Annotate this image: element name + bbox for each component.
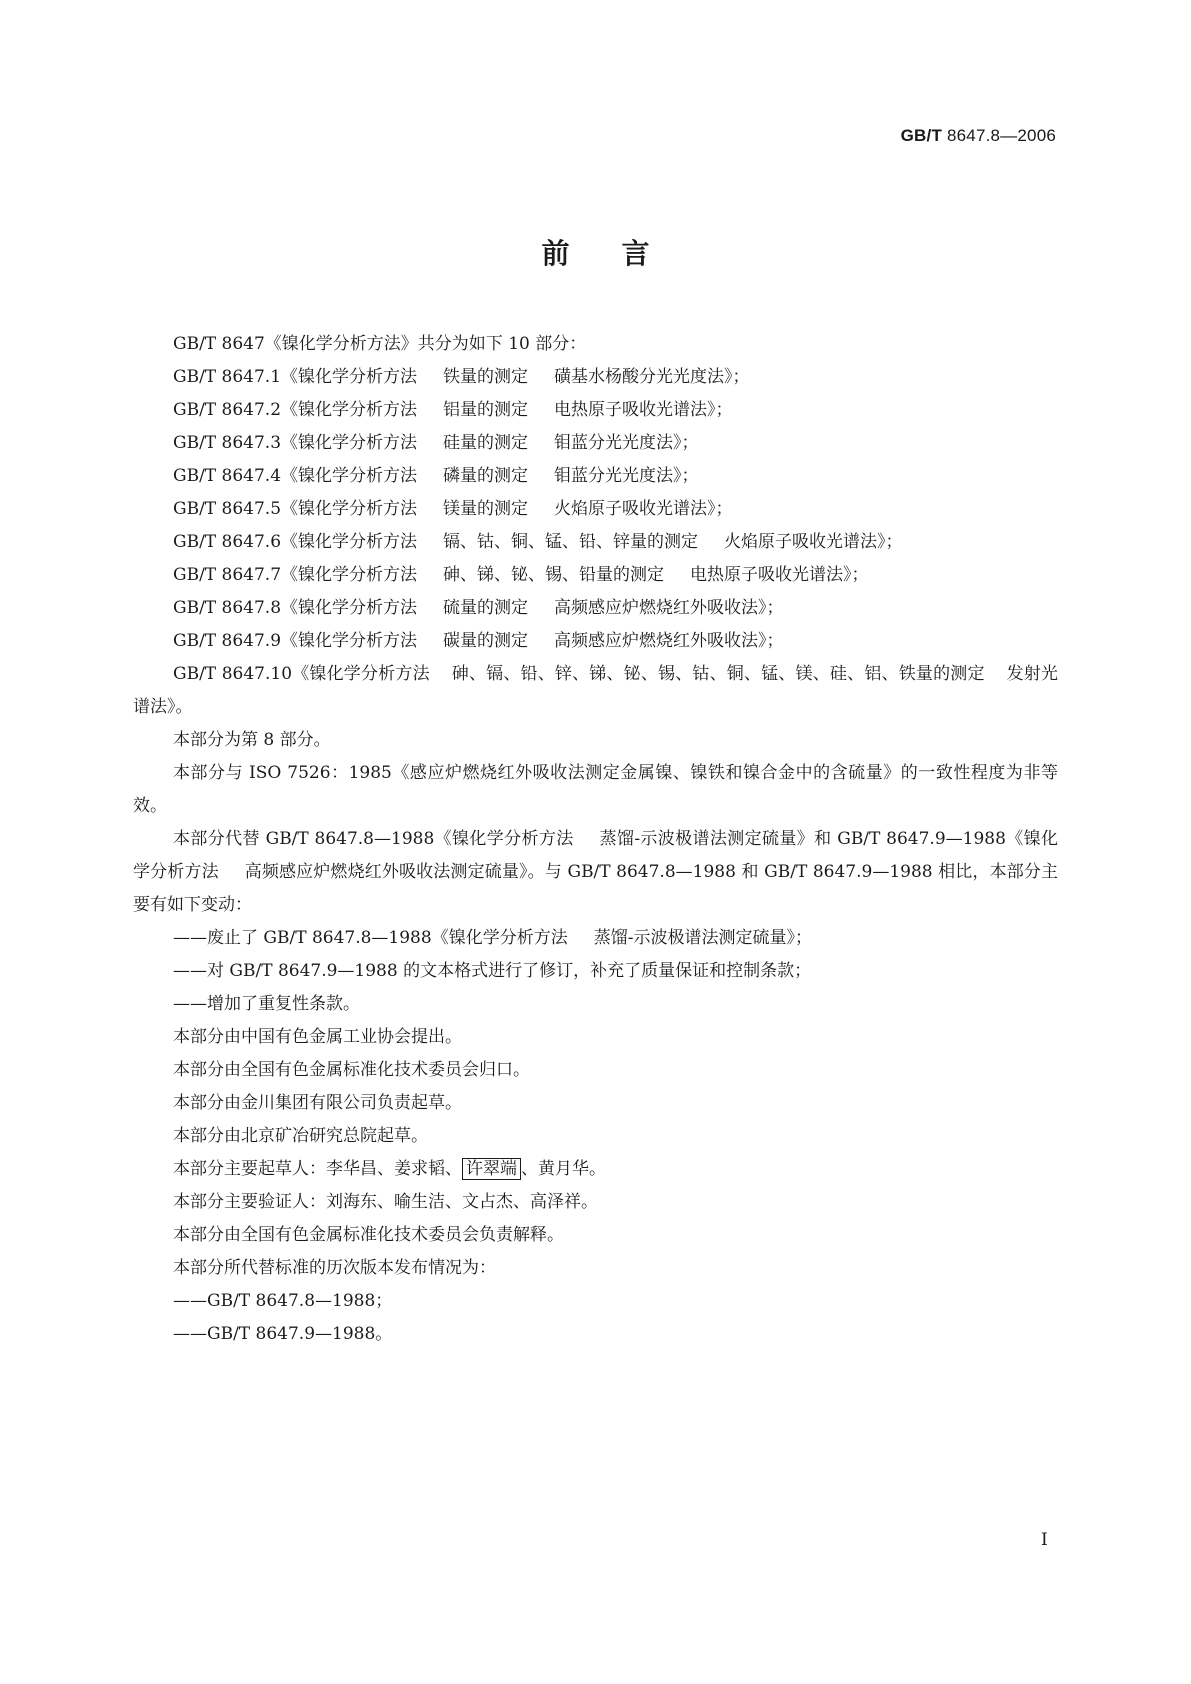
standard-prefix: GB/T <box>900 126 943 145</box>
standard-code: 8647.8—2006 <box>946 126 1056 145</box>
statement: 本部分由北京矿冶研究总院起草。 <box>173 1126 428 1146</box>
part-item: GB/T 8647.10《镍化学分析方法 砷、镉、铅、锌、锑、铋、锡、钴、铜、锰、镁、硅、铝、铁量的测定 发射光谱法》。 <box>133 664 1059 717</box>
part-item: GB/T 8647.7《镍化学分析方法 砷、锑、铋、锡、铅量的测定 电热原子吸收光谱法》； <box>173 565 869 585</box>
part-statement: 本部分为第 8 部分。 <box>173 730 331 750</box>
statement: 本部分所代替标准的历次版本发布情况为： <box>173 1258 496 1278</box>
part-item: GB/T 8647.9《镍化学分析方法 碳量的测定 高频感应炉燃烧红外吸收法》； <box>173 631 784 651</box>
change-item: ——废止了 GB/T 8647.8—1988《镍化学分析方法 蒸馏-示波极谱法测定硫量》； <box>173 928 812 948</box>
standard-number <box>901 126 1056 146</box>
boxed-name: 许翠端 <box>462 1158 521 1180</box>
page-title: 前言 <box>541 237 702 270</box>
change-item: ——增加了重复性条款。 <box>173 994 360 1014</box>
part-item: GB/T 8647.6《镍化学分析方法 镉、钴、铜、锰、铅、锌量的测定 火焰原子吸收光谱法》； <box>173 532 903 552</box>
page-number: I <box>1041 1530 1048 1550</box>
statement: 本部分由金川集团有限公司负责起草。 <box>173 1093 462 1113</box>
part-item: GB/T 8647.5《镍化学分析方法 镁量的测定 火焰原子吸收光谱法》； <box>173 499 733 519</box>
history-item: ——GB/T 8647.8—1988； <box>173 1291 393 1311</box>
iso-statement: 本部分与 ISO 7526：1985《感应炉燃烧红外吸收法测定金属镍、镍铁和镍合金中的含硫量》的一致性程度为非等效。 <box>133 763 1058 816</box>
statement: 本部分由全国有色金属标准化技术委员会归口。 <box>173 1060 530 1080</box>
statement: 本部分由全国有色金属标准化技术委员会负责解释。 <box>173 1225 564 1245</box>
statement: 本部分主要验证人：刘海东、喻生洁、文占杰、高泽祥。 <box>173 1192 598 1212</box>
part-item: GB/T 8647.2《镍化学分析方法 铝量的测定 电热原子吸收光谱法》； <box>173 400 733 420</box>
replace-statement: 本部分代替 GB/T 8647.8—1988《镍化学分析方法 蒸馏-示波极谱法测定硫量》和 GB/T 8647.9—1988《镍化学分析方法 高频感应炉燃烧红外吸收法测定硫量》。与 GB/T 8647.8—1988 和 GB/T 8647.9—1988 相比，本部分主要有如下变动： <box>133 829 1058 915</box>
drafters-statement: 本部分主要起草人：李华昌、姜求韬、 许翠端 、黄月华。 <box>173 1159 606 1179</box>
intro-paragraph: GB/T 8647《镍化学分析方法》共分为如下 10 部分： <box>173 334 587 354</box>
part-item: GB/T 8647.4《镍化学分析方法 磷量的测定 钼蓝分光光度法》； <box>173 466 699 486</box>
history-item: ——GB/T 8647.9—1988。 <box>173 1324 393 1344</box>
part-item: GB/T 8647.3《镍化学分析方法 硅量的测定 钼蓝分光光度法》； <box>173 433 699 453</box>
change-item: ——对 GB/T 8647.9—1988 的文本格式进行了修订，补充了质量保证和控制条款； <box>173 961 812 981</box>
foreword-body <box>133 328 1058 1351</box>
part-item: GB/T 8647.8《镍化学分析方法 硫量的测定 高频感应炉燃烧红外吸收法》； <box>173 598 784 618</box>
part-item: GB/T 8647.1《镍化学分析方法 铁量的测定 磺基水杨酸分光光度法》； <box>173 367 750 387</box>
statement: 本部分由中国有色金属工业协会提出。 <box>173 1027 462 1047</box>
